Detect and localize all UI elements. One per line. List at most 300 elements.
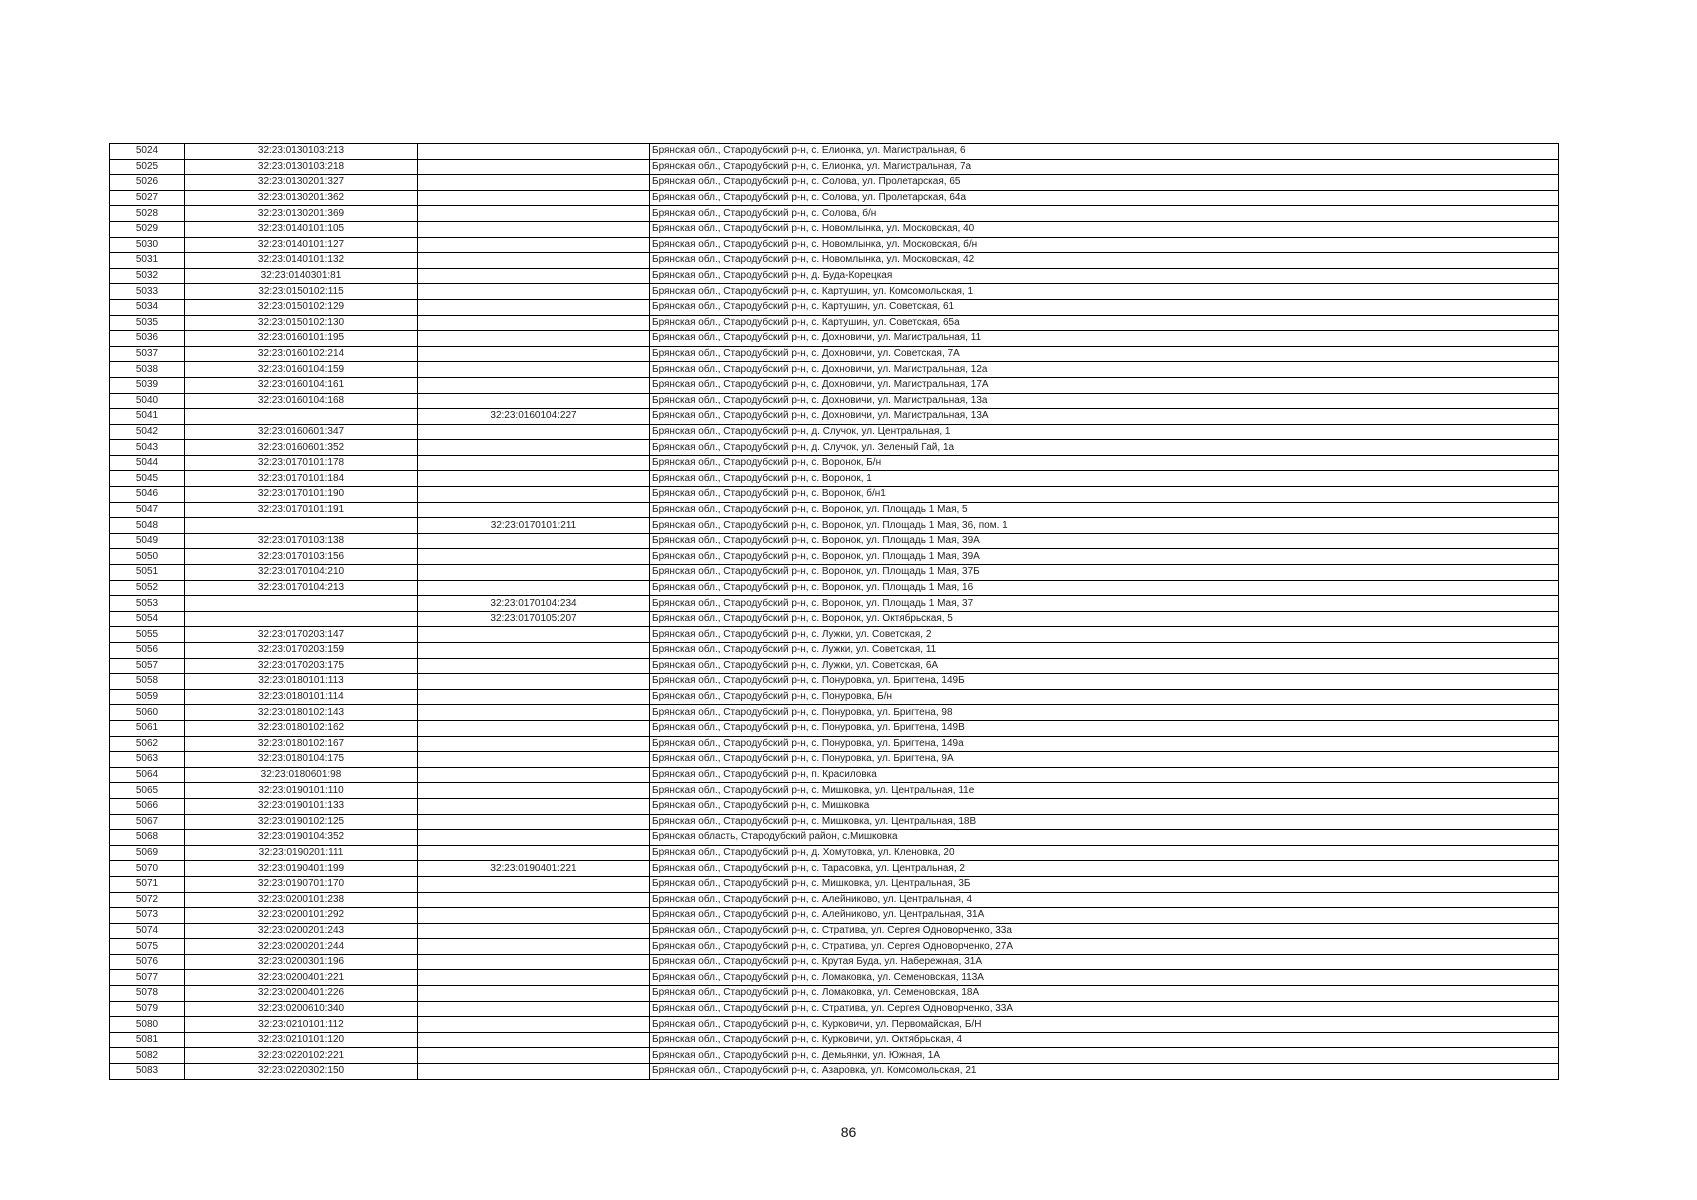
row-number-cell: 5063 xyxy=(110,752,185,768)
table-row xyxy=(110,284,1559,300)
address-cell: Брянская обл., Стародубский р-н, с. Картушин, ул. Советская, 65а xyxy=(650,315,1559,331)
address-cell: Брянская обл., Стародубский р-н, с. Елионка, ул. Магистральная, 7а xyxy=(650,159,1559,175)
address-cell: Брянская обл., Стародубский р-н, с. Лужки, ул. Советская, 11 xyxy=(650,643,1559,659)
cadastral-number-cell: 32:23:0160104:159 xyxy=(185,362,418,378)
row-number-cell: 5075 xyxy=(110,939,185,955)
table-row xyxy=(110,159,1559,175)
secondary-cadastral-number-cell xyxy=(418,455,650,471)
secondary-cadastral-number-cell xyxy=(418,315,650,331)
address-cell: Брянская обл., Стародубский р-н, с. Мишковка xyxy=(650,798,1559,814)
row-number-cell: 5054 xyxy=(110,611,185,627)
secondary-cadastral-number-cell xyxy=(418,705,650,721)
secondary-cadastral-number-cell xyxy=(418,1048,650,1064)
table-row xyxy=(110,611,1559,627)
cadastral-number-cell: 32:23:0140101:127 xyxy=(185,237,418,253)
table-row xyxy=(110,455,1559,471)
cadastral-number-cell: 32:23:0180102:167 xyxy=(185,736,418,752)
address-cell: Брянская обл., Стародубский р-н, с. Картушин, ул. Советская, 61 xyxy=(650,299,1559,315)
secondary-cadastral-number-cell xyxy=(418,377,650,393)
address-cell: Брянская обл., Стародубский р-н, д. Случок, ул. Зеленый Гай, 1а xyxy=(650,440,1559,456)
row-number-cell: 5056 xyxy=(110,643,185,659)
address-cell: Брянская обл., Стародубский р-н, с. Понуровка, Б/н xyxy=(650,689,1559,705)
table-row xyxy=(110,393,1559,409)
secondary-cadastral-number-cell xyxy=(418,939,650,955)
row-number-cell: 5068 xyxy=(110,830,185,846)
address-cell: Брянская обл., Стародубский р-н, с. Мишковка, ул. Центральная, 3Б xyxy=(650,876,1559,892)
table-row xyxy=(110,752,1559,768)
cadastral-number-cell: 32:23:0200101:238 xyxy=(185,892,418,908)
table-row xyxy=(110,580,1559,596)
secondary-cadastral-number-cell xyxy=(418,736,650,752)
secondary-cadastral-number-cell xyxy=(418,1001,650,1017)
cadastral-number-cell: 32:23:0180104:175 xyxy=(185,752,418,768)
secondary-cadastral-number-cell xyxy=(418,892,650,908)
secondary-cadastral-number-cell xyxy=(418,253,650,269)
address-cell: Брянская обл., Стародубский р-н, с. Алейниково, ул. Центральная, 31А xyxy=(650,908,1559,924)
cadastral-number-cell: 32:23:0170104:213 xyxy=(185,580,418,596)
registry-table xyxy=(109,143,1559,1080)
table-row xyxy=(110,1017,1559,1033)
address-cell: Брянская обл., Стародубский р-н, д. Хомутовка, ул. Кленовка, 20 xyxy=(650,845,1559,861)
cadastral-number-cell: 32:23:0170101:191 xyxy=(185,502,418,518)
table-row xyxy=(110,487,1559,503)
row-number-cell: 5060 xyxy=(110,705,185,721)
table-row xyxy=(110,954,1559,970)
cadastral-number-cell: 32:23:0140101:132 xyxy=(185,253,418,269)
address-cell: Брянская обл., Стародубский р-н, с. Лужки, ул. Советская, 6А xyxy=(650,658,1559,674)
address-cell: Брянская обл., Стародубский р-н, с. Солова, ул. Пролетарская, 64а xyxy=(650,190,1559,206)
cadastral-number-cell: 32:23:0160101:195 xyxy=(185,331,418,347)
secondary-cadastral-number-cell xyxy=(418,970,650,986)
table-row xyxy=(110,518,1559,534)
table-row xyxy=(110,190,1559,206)
cadastral-number-cell: 32:23:0140101:105 xyxy=(185,221,418,237)
table-row xyxy=(110,814,1559,830)
secondary-cadastral-number-cell xyxy=(418,299,650,315)
cadastral-number-cell: 32:23:0130201:369 xyxy=(185,206,418,222)
table-row xyxy=(110,409,1559,425)
table-row xyxy=(110,658,1559,674)
cadastral-number-cell: 32:23:0170203:175 xyxy=(185,658,418,674)
row-number-cell: 5058 xyxy=(110,674,185,690)
cadastral-number-cell: 32:23:0150102:115 xyxy=(185,284,418,300)
cadastral-number-cell: 32:23:0200301:196 xyxy=(185,954,418,970)
row-number-cell: 5066 xyxy=(110,798,185,814)
cadastral-number-cell: 32:23:0190104:352 xyxy=(185,830,418,846)
row-number-cell: 5080 xyxy=(110,1017,185,1033)
cadastral-number-cell: 32:23:0160102:214 xyxy=(185,346,418,362)
table-row xyxy=(110,876,1559,892)
table-row xyxy=(110,299,1559,315)
address-cell: Брянская обл., Стародубский р-н, с. Алейниково, ул. Центральная, 4 xyxy=(650,892,1559,908)
row-number-cell: 5055 xyxy=(110,627,185,643)
row-number-cell: 5043 xyxy=(110,440,185,456)
table-row xyxy=(110,346,1559,362)
row-number-cell: 5062 xyxy=(110,736,185,752)
table-row xyxy=(110,362,1559,378)
address-cell: Брянская обл., Стародубский р-н, с. Мишковка, ул. Центральная, 11е xyxy=(650,783,1559,799)
row-number-cell: 5031 xyxy=(110,253,185,269)
table-row xyxy=(110,144,1559,160)
cadastral-number-cell: 32:23:0200610:340 xyxy=(185,1001,418,1017)
row-number-cell: 5053 xyxy=(110,596,185,612)
secondary-cadastral-number-cell xyxy=(418,720,650,736)
cadastral-number-cell: 32:23:0130201:362 xyxy=(185,190,418,206)
secondary-cadastral-number-cell xyxy=(418,346,650,362)
address-cell: Брянская обл., Стародубский р-н, п. Красиловка xyxy=(650,767,1559,783)
secondary-cadastral-number-cell xyxy=(418,752,650,768)
address-cell: Брянская обл., Стародубский р-н, с. Курковичи, ул. Первомайская, Б/Н xyxy=(650,1017,1559,1033)
secondary-cadastral-number-cell xyxy=(418,206,650,222)
table-row xyxy=(110,331,1559,347)
secondary-cadastral-number-cell xyxy=(418,798,650,814)
secondary-cadastral-number-cell xyxy=(418,159,650,175)
row-number-cell: 5044 xyxy=(110,455,185,471)
secondary-cadastral-number-cell xyxy=(418,954,650,970)
address-cell: Брянская обл., Стародубский р-н, с. Лужки, ул. Советская, 2 xyxy=(650,627,1559,643)
address-cell: Брянская обл., Стародубский р-н, с. Ломаковка, ул. Семеновская, 113А xyxy=(650,970,1559,986)
address-cell: Брянская обл., Стародубский р-н, с. Воронок, ул. Площадь 1 Мая, 16 xyxy=(650,580,1559,596)
row-number-cell: 5078 xyxy=(110,986,185,1002)
row-number-cell: 5051 xyxy=(110,565,185,581)
row-number-cell: 5049 xyxy=(110,533,185,549)
table-row xyxy=(110,892,1559,908)
cadastral-number-cell: 32:23:0180601:98 xyxy=(185,767,418,783)
address-cell: Брянская обл., Стародубский р-н, с. Воронок, ул. Площадь 1 Мая, 36, пом. 1 xyxy=(650,518,1559,534)
cadastral-number-cell: 32:23:0210101:112 xyxy=(185,1017,418,1033)
cadastral-number-cell: 32:23:0190401:199 xyxy=(185,861,418,877)
cadastral-number-cell: 32:23:0180102:162 xyxy=(185,720,418,736)
address-cell: Брянская обл., Стародубский р-н, с. Крутая Буда, ул. Набережная, 31А xyxy=(650,954,1559,970)
row-number-cell: 5047 xyxy=(110,502,185,518)
cadastral-number-cell xyxy=(185,518,418,534)
row-number-cell: 5025 xyxy=(110,159,185,175)
address-cell: Брянская обл., Стародубский р-н, с. Стратива, ул. Сергея Одноворченко, 33а xyxy=(650,923,1559,939)
cadastral-number-cell: 32:23:0180101:114 xyxy=(185,689,418,705)
row-number-cell: 5040 xyxy=(110,393,185,409)
secondary-cadastral-number-cell xyxy=(418,845,650,861)
table-row xyxy=(110,1032,1559,1048)
secondary-cadastral-number-cell xyxy=(418,471,650,487)
address-cell: Брянская обл., Стародубский р-н, с. Дохновичи, ул. Магистральная, 11 xyxy=(650,331,1559,347)
cadastral-number-cell: 32:23:0180102:143 xyxy=(185,705,418,721)
row-number-cell: 5033 xyxy=(110,284,185,300)
secondary-cadastral-number-cell xyxy=(418,627,650,643)
cadastral-number-cell: 32:23:0210101:120 xyxy=(185,1032,418,1048)
table-row xyxy=(110,923,1559,939)
secondary-cadastral-number-cell xyxy=(418,175,650,191)
row-number-cell: 5073 xyxy=(110,908,185,924)
secondary-cadastral-number-cell xyxy=(418,549,650,565)
address-cell: Брянская обл., Стародубский р-н, с. Дохновичи, ул. Магистральная, 13а xyxy=(650,393,1559,409)
address-cell: Брянская обл., Стародубский р-н, с. Новомлынка, ул. Московская, б/н xyxy=(650,237,1559,253)
address-cell: Брянская обл., Стародубский р-н, с. Воронок, ул. Площадь 1 Мая, 37 xyxy=(650,596,1559,612)
cadastral-number-cell: 32:23:0170203:159 xyxy=(185,643,418,659)
row-number-cell: 5079 xyxy=(110,1001,185,1017)
cadastral-number-cell: 32:23:0200201:244 xyxy=(185,939,418,955)
cadastral-number-cell xyxy=(185,611,418,627)
table-row xyxy=(110,1048,1559,1064)
row-number-cell: 5038 xyxy=(110,362,185,378)
address-cell: Брянская обл., Стародубский р-н, с. Воронок, Б/н xyxy=(650,455,1559,471)
cadastral-number-cell: 32:23:0190102:125 xyxy=(185,814,418,830)
row-number-cell: 5064 xyxy=(110,767,185,783)
table-row xyxy=(110,736,1559,752)
table-row xyxy=(110,424,1559,440)
cadastral-number-cell xyxy=(185,409,418,425)
cadastral-number-cell: 32:23:0200401:221 xyxy=(185,970,418,986)
table-row xyxy=(110,830,1559,846)
secondary-cadastral-number-cell xyxy=(418,221,650,237)
cadastral-number-cell: 32:23:0130103:218 xyxy=(185,159,418,175)
address-cell: Брянская обл., Стародубский р-н, с. Новомлынка, ул. Московская, 42 xyxy=(650,253,1559,269)
row-number-cell: 5077 xyxy=(110,970,185,986)
cadastral-number-cell: 32:23:0190201:111 xyxy=(185,845,418,861)
row-number-cell: 5036 xyxy=(110,331,185,347)
table-row xyxy=(110,767,1559,783)
row-number-cell: 5027 xyxy=(110,190,185,206)
secondary-cadastral-number-cell xyxy=(418,1064,650,1080)
cadastral-number-cell: 32:23:0160104:168 xyxy=(185,393,418,409)
cadastral-number-cell: 32:23:0150102:129 xyxy=(185,299,418,315)
cadastral-number-cell: 32:23:0160601:352 xyxy=(185,440,418,456)
row-number-cell: 5026 xyxy=(110,175,185,191)
cadastral-number-cell: 32:23:0170101:178 xyxy=(185,455,418,471)
secondary-cadastral-number-cell xyxy=(418,144,650,160)
cadastral-number-cell: 32:23:0170104:210 xyxy=(185,565,418,581)
row-number-cell: 5041 xyxy=(110,409,185,425)
cadastral-number-cell xyxy=(185,596,418,612)
address-cell: Брянская обл., Стародубский р-н, с. Новомлынка, ул. Московская, 40 xyxy=(650,221,1559,237)
row-number-cell: 5081 xyxy=(110,1032,185,1048)
table-row xyxy=(110,549,1559,565)
cadastral-number-cell: 32:23:0190701:170 xyxy=(185,876,418,892)
address-cell: Брянская обл., Стародубский р-н, с. Мишковка, ул. Центральная, 18В xyxy=(650,814,1559,830)
secondary-cadastral-number-cell xyxy=(418,783,650,799)
address-cell: Брянская обл., Стародубский р-н, с. Дохновичи, ул. Советская, 7А xyxy=(650,346,1559,362)
row-number-cell: 5034 xyxy=(110,299,185,315)
address-cell: Брянская обл., Стародубский р-н, с. Демьянки, ул. Южная, 1А xyxy=(650,1048,1559,1064)
secondary-cadastral-number-cell xyxy=(418,331,650,347)
secondary-cadastral-number-cell xyxy=(418,876,650,892)
cadastral-number-cell: 32:23:0190101:110 xyxy=(185,783,418,799)
row-number-cell: 5061 xyxy=(110,720,185,736)
address-cell: Брянская обл., Стародубский р-н, д. Случок, ул. Центральная, 1 xyxy=(650,424,1559,440)
secondary-cadastral-number-cell: 32:23:0170105:207 xyxy=(418,611,650,627)
secondary-cadastral-number-cell xyxy=(418,190,650,206)
secondary-cadastral-number-cell xyxy=(418,487,650,503)
cadastral-number-cell: 32:23:0170103:138 xyxy=(185,533,418,549)
row-number-cell: 5045 xyxy=(110,471,185,487)
table-row xyxy=(110,596,1559,612)
secondary-cadastral-number-cell xyxy=(418,424,650,440)
table-row xyxy=(110,315,1559,331)
table-row xyxy=(110,845,1559,861)
cadastral-number-cell: 32:23:0170101:190 xyxy=(185,487,418,503)
secondary-cadastral-number-cell xyxy=(418,908,650,924)
cadastral-number-cell: 32:23:0180101:113 xyxy=(185,674,418,690)
table-row xyxy=(110,237,1559,253)
cadastral-number-cell: 32:23:0200201:243 xyxy=(185,923,418,939)
table-row xyxy=(110,643,1559,659)
secondary-cadastral-number-cell xyxy=(418,814,650,830)
secondary-cadastral-number-cell xyxy=(418,923,650,939)
cadastral-number-cell: 32:23:0160601:347 xyxy=(185,424,418,440)
secondary-cadastral-number-cell xyxy=(418,767,650,783)
secondary-cadastral-number-cell xyxy=(418,502,650,518)
row-number-cell: 5037 xyxy=(110,346,185,362)
row-number-cell: 5082 xyxy=(110,1048,185,1064)
table-row xyxy=(110,705,1559,721)
table-row xyxy=(110,502,1559,518)
table-row xyxy=(110,253,1559,269)
table-row xyxy=(110,1001,1559,1017)
address-cell: Брянская обл., Стародубский р-н, с. Стратива, ул. Сергея Одноворченко, 27А xyxy=(650,939,1559,955)
table-row xyxy=(110,720,1559,736)
cadastral-number-cell: 32:23:0220102:221 xyxy=(185,1048,418,1064)
address-cell: Брянская обл., Стародубский р-н, с. Понуровка, ул. Бригтена, 149Б xyxy=(650,674,1559,690)
row-number-cell: 5083 xyxy=(110,1064,185,1080)
row-number-cell: 5042 xyxy=(110,424,185,440)
row-number-cell: 5074 xyxy=(110,923,185,939)
address-cell: Брянская обл., Стародубский р-н, с. Понуровка, ул. Бригтена, 98 xyxy=(650,705,1559,721)
secondary-cadastral-number-cell xyxy=(418,268,650,284)
table-row xyxy=(110,627,1559,643)
secondary-cadastral-number-cell xyxy=(418,689,650,705)
address-cell: Брянская обл., Стародубский р-н, с. Картушин, ул. Комсомольская, 1 xyxy=(650,284,1559,300)
cadastral-number-cell: 32:23:0200401:226 xyxy=(185,986,418,1002)
secondary-cadastral-number-cell xyxy=(418,565,650,581)
secondary-cadastral-number-cell xyxy=(418,580,650,596)
row-number-cell: 5072 xyxy=(110,892,185,908)
secondary-cadastral-number-cell: 32:23:0160104:227 xyxy=(418,409,650,425)
secondary-cadastral-number-cell xyxy=(418,284,650,300)
secondary-cadastral-number-cell xyxy=(418,674,650,690)
table-row xyxy=(110,440,1559,456)
secondary-cadastral-number-cell xyxy=(418,533,650,549)
address-cell: Брянская обл., Стародубский р-н, с. Елионка, ул. Магистральная, 6 xyxy=(650,144,1559,160)
secondary-cadastral-number-cell xyxy=(418,237,650,253)
row-number-cell: 5070 xyxy=(110,861,185,877)
address-cell: Брянская обл., Стародубский р-н, с. Курковичи, ул. Октябрьская, 4 xyxy=(650,1032,1559,1048)
table-row xyxy=(110,986,1559,1002)
row-number-cell: 5069 xyxy=(110,845,185,861)
address-cell: Брянская обл., Стародубский р-н, д. Буда-Корецкая xyxy=(650,268,1559,284)
cadastral-number-cell: 32:23:0160104:161 xyxy=(185,377,418,393)
secondary-cadastral-number-cell xyxy=(418,393,650,409)
row-number-cell: 5071 xyxy=(110,876,185,892)
row-number-cell: 5052 xyxy=(110,580,185,596)
row-number-cell: 5048 xyxy=(110,518,185,534)
table-row xyxy=(110,268,1559,284)
table-row xyxy=(110,175,1559,191)
address-cell: Брянская обл., Стародубский р-н, с. Воронок, б/н1 xyxy=(650,487,1559,503)
table-row xyxy=(110,471,1559,487)
secondary-cadastral-number-cell xyxy=(418,643,650,659)
secondary-cadastral-number-cell xyxy=(418,1032,650,1048)
row-number-cell: 5050 xyxy=(110,549,185,565)
address-cell: Брянская обл., Стародубский р-н, с. Воронок, ул. Площадь 1 Мая, 5 xyxy=(650,502,1559,518)
cadastral-number-cell: 32:23:0130201:327 xyxy=(185,175,418,191)
address-cell: Брянская обл., Стародубский р-н, с. Понуровка, ул. Бригтена, 149а xyxy=(650,736,1559,752)
secondary-cadastral-number-cell xyxy=(418,830,650,846)
row-number-cell: 5024 xyxy=(110,144,185,160)
cadastral-number-cell: 32:23:0140301:81 xyxy=(185,268,418,284)
row-number-cell: 5028 xyxy=(110,206,185,222)
table-row xyxy=(110,908,1559,924)
row-number-cell: 5032 xyxy=(110,268,185,284)
cadastral-number-cell: 32:23:0190101:133 xyxy=(185,798,418,814)
cadastral-number-cell: 32:23:0170203:147 xyxy=(185,627,418,643)
row-number-cell: 5057 xyxy=(110,658,185,674)
secondary-cadastral-number-cell xyxy=(418,362,650,378)
row-number-cell: 5059 xyxy=(110,689,185,705)
address-cell: Брянская обл., Стародубский р-н, с. Дохновичи, ул. Магистральная, 12а xyxy=(650,362,1559,378)
table-row xyxy=(110,939,1559,955)
row-number-cell: 5067 xyxy=(110,814,185,830)
table-row xyxy=(110,783,1559,799)
table-row xyxy=(110,206,1559,222)
cadastral-number-cell: 32:23:0170101:184 xyxy=(185,471,418,487)
address-cell: Брянская обл., Стародубский р-н, с. Солова, б/н xyxy=(650,206,1559,222)
address-cell: Брянская обл., Стародубский р-н, с. Ломаковка, ул. Семеновская, 18А xyxy=(650,986,1559,1002)
table-row xyxy=(110,565,1559,581)
cadastral-number-cell: 32:23:0220302:150 xyxy=(185,1064,418,1080)
secondary-cadastral-number-cell: 32:23:0170101:211 xyxy=(418,518,650,534)
cadastral-number-cell: 32:23:0170103:156 xyxy=(185,549,418,565)
table-row xyxy=(110,221,1559,237)
row-number-cell: 5030 xyxy=(110,237,185,253)
address-cell: Брянская обл., Стародубский р-н, с. Солова, ул. Пролетарская, 65 xyxy=(650,175,1559,191)
address-cell: Брянская обл., Стародубский р-н, с. Дохновичи, ул. Магистральная, 13А xyxy=(650,409,1559,425)
address-cell: Брянская обл., Стародубский р-н, с. Дохновичи, ул. Магистральная, 17А xyxy=(650,377,1559,393)
address-cell: Брянская обл., Стародубский р-н, с. Тарасовка, ул. Центральная, 2 xyxy=(650,861,1559,877)
address-cell: Брянская обл., Стародубский р-н, с. Азаровка, ул. Комсомольская, 21 xyxy=(650,1064,1559,1080)
address-cell: Брянская обл., Стародубский р-н, с. Воронок, ул. Октябрьская, 5 xyxy=(650,611,1559,627)
cadastral-number-cell: 32:23:0150102:130 xyxy=(185,315,418,331)
row-number-cell: 5046 xyxy=(110,487,185,503)
secondary-cadastral-number-cell xyxy=(418,986,650,1002)
secondary-cadastral-number-cell xyxy=(418,1017,650,1033)
address-cell: Брянская обл., Стародубский р-н, с. Воронок, ул. Площадь 1 Мая, 39А xyxy=(650,533,1559,549)
row-number-cell: 5029 xyxy=(110,221,185,237)
address-cell: Брянская обл., Стародубский р-н, с. Стратива, ул. Сергея Одноворченко, 33А xyxy=(650,1001,1559,1017)
table-row xyxy=(110,689,1559,705)
row-number-cell: 5035 xyxy=(110,315,185,331)
address-cell: Брянская обл., Стародубский р-н, с. Понуровка, ул. Бригтена, 149В xyxy=(650,720,1559,736)
page-number: 86 xyxy=(840,1124,857,1140)
row-number-cell: 5065 xyxy=(110,783,185,799)
address-cell: Брянская обл., Стародубский р-н, с. Воронок, 1 xyxy=(650,471,1559,487)
table-row xyxy=(110,970,1559,986)
row-number-cell: 5039 xyxy=(110,377,185,393)
secondary-cadastral-number-cell: 32:23:0190401:221 xyxy=(418,861,650,877)
secondary-cadastral-number-cell xyxy=(418,658,650,674)
address-cell: Брянская область, Стародубский район, с.Мишковка xyxy=(650,830,1559,846)
address-cell: Брянская обл., Стародубский р-н, с. Воронок, ул. Площадь 1 Мая, 39А xyxy=(650,549,1559,565)
table-row xyxy=(110,533,1559,549)
address-cell: Брянская обл., Стародубский р-н, с. Воронок, ул. Площадь 1 Мая, 37Б xyxy=(650,565,1559,581)
secondary-cadastral-number-cell xyxy=(418,440,650,456)
row-number-cell: 5076 xyxy=(110,954,185,970)
table-row xyxy=(110,377,1559,393)
table-row xyxy=(110,674,1559,690)
secondary-cadastral-number-cell: 32:23:0170104:234 xyxy=(418,596,650,612)
cadastral-number-cell: 32:23:0200101:292 xyxy=(185,908,418,924)
table-row xyxy=(110,861,1559,877)
cadastral-number-cell: 32:23:0130103:213 xyxy=(185,144,418,160)
table-row xyxy=(110,1064,1559,1080)
